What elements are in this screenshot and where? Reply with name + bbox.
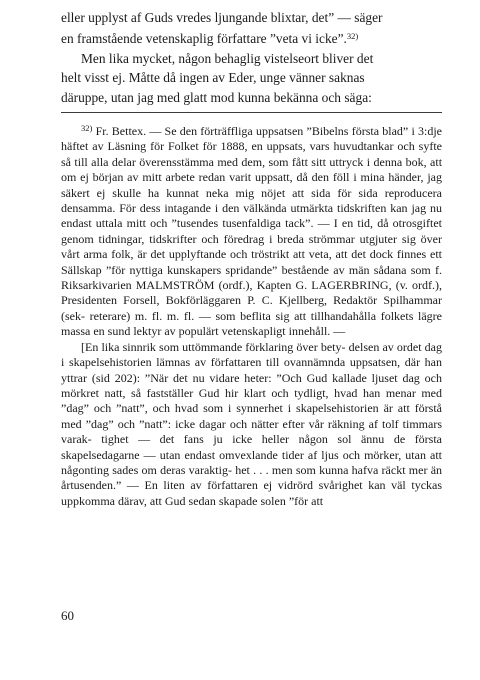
text-line <box>61 27 442 48</box>
footnote-text: att om ej början av mitt arbete redan varit uppsatt, då <box>61 154 443 185</box>
main-text <box>61 8 442 107</box>
footnote-text: till ovannämnda uppsatsen, där han yttrar (sid 202): <box>61 355 443 385</box>
footnote <box>61 121 442 509</box>
footnote-text: en uppsats, vars huvudtankar och syfte så till alla delar <box>61 139 443 169</box>
footnote-text: Fr. Bettex. — Se den förträffliga uppsatsen ”Bibelns <box>95 124 349 138</box>
footnote-text: [En lika sinnrik som uttömmande förklaring över bety- <box>81 339 346 354</box>
footnote-number: 32) <box>81 123 93 133</box>
footnote-text: folkets lägre massa en sund lektyr av populärt vetenskapligt <box>61 308 442 339</box>
footnote-text: Bokförläggaren P. C. Kjellberg, Redaktör Spilhammar (sek- <box>61 293 443 323</box>
page-number: 60 <box>61 608 74 623</box>
footnote-text: i skapelsehistorien är att förstå med ”dag” och ”natt”: icke <box>61 401 443 431</box>
footnote-text: föredrag i breda strömmar utgjuter sig över vårt arma folk, är <box>61 231 443 262</box>
footnote-paragraph <box>61 121 442 340</box>
footnote-text: mörkret natt, så fastställer Gud hir klart och tydligt, hvad <box>61 385 358 400</box>
footnote-text: överensstämma med dem, som fått sitt uttryck i denna bok, <box>139 154 427 169</box>
text-line: däruppe, utan jag med glatt mod kunna bekänna och säga: <box>61 89 372 105</box>
footnote-text: skapelsedagarne — utan endast omvexlande tider af ljus <box>61 447 339 462</box>
footnote-text: innehåll. — <box>288 324 346 339</box>
footnote-text: neka mig nöjet att sida för sida reproducera densamma. <box>61 185 442 216</box>
footnote-text: och mörker, utan att någonting sades om deras varaktig- <box>61 447 443 477</box>
footnote-text: För dess intagande i den välkända utmärkta tidskriften kan <box>119 201 408 216</box>
text-line: helt visst ej. Måtte då ingen av Eder, unge vänner saknas <box>61 70 365 86</box>
footnote-text: En liten av författaren ej vidrörd svårighet kan väl tyckas <box>144 478 443 493</box>
footnote-reference: 32) <box>346 31 359 42</box>
footnote-text: första blad” i 3:dje häftet av Läsning för Folket för 1888, <box>61 124 442 154</box>
text-line: Men lika mycket, någon behaglig vistelseort bliver det <box>81 50 374 66</box>
footnote-text: tighet — det fans ju icke heller någon sol ännu de första <box>101 432 443 447</box>
footnote-text: dagar och nätter efter vår räkning af tolf timmars varak- <box>61 416 443 447</box>
footnote-text: det upplyftande och tröstrikt att veta, att det dock finnes ett <box>150 247 442 262</box>
footnote-text: delsen av ordet dag i skapelsehistorien lämnas av författaren <box>61 339 443 370</box>
footnote-text: han menar med ”dag” och ”natt”, och hvad som i synnerhet <box>61 385 443 416</box>
footnote-text: män sådana som f. Riksarkivarien MALMSTRÖM (ordf.), <box>61 262 442 293</box>
footnote-paragraph <box>61 340 442 509</box>
footnote-text: Sällskap ”för nyttiga kunskapers spridande” bestående av <box>61 262 345 277</box>
text-line: eller upplyst af Guds vredes ljungande blixtar, det” — säger <box>61 10 383 25</box>
footnote-text: jag nu endast uttala mitt och ”tusendes tusenfaldiga tack”. <box>61 201 442 231</box>
footnote-text: reterare) m. fl. m. fl. — som beflita sig att tillhandahålla <box>89 308 377 323</box>
footnote-text: — I en tid, då otrosgiftet genom tidningar, tidskrifter och <box>61 216 443 246</box>
footnote-text: den föll i mina händer, jag säkert ej skulle ha kunnat <box>61 170 443 200</box>
footnote-text: ”När det nu vidare heter: ”Och Gud kallade ljuset dag och <box>144 370 442 385</box>
text-line-content: en framstående vetenskaplig författare ”veta vi icke”. <box>61 31 347 47</box>
footnote-text: het . . . men som kunna hafva räckt mer än årtusenden.” — <box>61 462 443 493</box>
footnote-separator <box>61 112 442 113</box>
footnote-text: uppkomma därav, att Gud sedan skapade solen ”för att <box>61 493 324 508</box>
footnote-text: Kapten G. LAGERBRING, (v. ordf.), Presidenten Forsell, <box>61 278 443 308</box>
